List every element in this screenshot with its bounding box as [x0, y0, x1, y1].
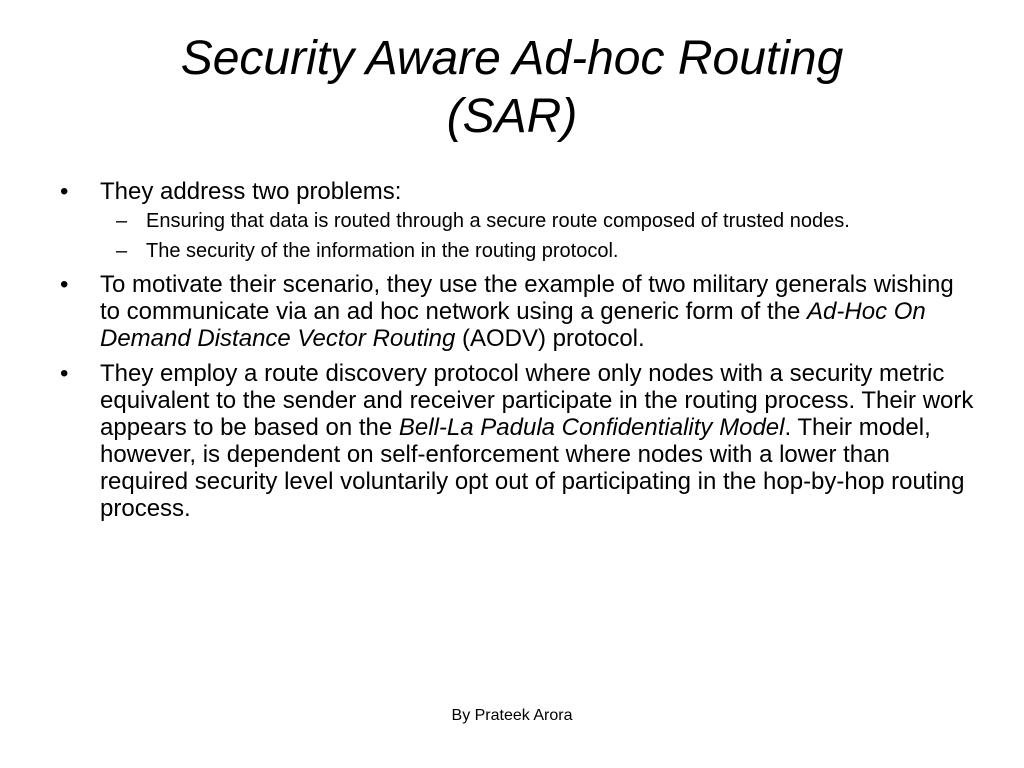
title-line-1: Security Aware Ad-hoc Routing [180, 32, 844, 85]
bullet-3-text-end: . Their model, however, is dependent on self-enforcement where nodes with a lower than required security level voluntarily opt out of participating in the hop-by-hop routing process. [100, 414, 965, 522]
bullet-1-sub-list [100, 210, 978, 263]
sub-bullet-marker: – [116, 210, 128, 232]
bullet-2 [58, 271, 978, 352]
sub-bullet-1 [100, 210, 978, 233]
slide-footer: By Prateek Arora [451, 707, 573, 724]
bullet-2-text-end: (AODV) protocol. [455, 325, 645, 352]
sub-bullet-2 [100, 240, 978, 263]
bullet-2-text-start: To motivate their scenario, they use the example of two military generals wishing to communicate via an ad hoc network using a generic form of the [100, 271, 954, 325]
bullet-1-text: They address two problems: [100, 178, 402, 205]
sub-bullet-marker: – [116, 240, 128, 262]
slide-body [58, 178, 978, 530]
bullet-2-emphasis: Ad-Hoc On Demand Distance Vector Routing [100, 298, 926, 352]
bullet-marker: • [60, 271, 69, 298]
bullet-3-text-start: They employ a route discovery protocol where only nodes with a security metric equivalent to the sender and receiver participate in the routing process. Their work appears to be based on the [100, 360, 974, 441]
slide-title [60, 30, 964, 146]
title-line-2: (SAR) [446, 90, 578, 143]
bullet-1 [58, 178, 978, 263]
sub-bullet-1-text: Ensuring that data is routed through a secure route composed of trusted nodes. [146, 210, 850, 232]
bullet-3 [58, 360, 978, 522]
bullet-3-emphasis: Bell-La Padula Confidentiality Model [398, 414, 785, 441]
sub-bullet-2-text: The security of the information in the routing protocol. [146, 240, 619, 262]
bullet-marker: • [60, 360, 69, 387]
bullet-marker: • [60, 178, 69, 205]
